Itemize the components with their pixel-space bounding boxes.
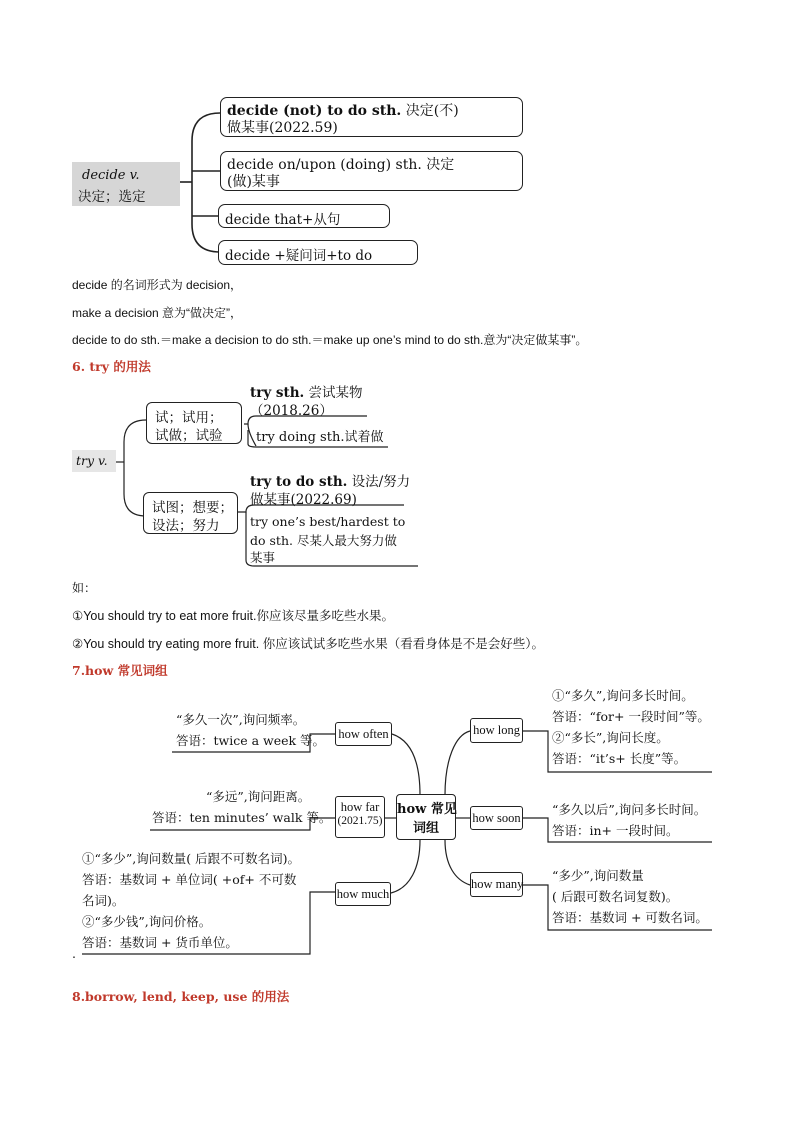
try-branch-2-top-bold: try to do sth. bbox=[250, 474, 348, 490]
how-far-node bbox=[335, 796, 385, 838]
how-far-note-1: “多远”,询问距离。 bbox=[206, 789, 311, 804]
how-long-node: how long bbox=[470, 718, 523, 743]
decide-root-line2: 决定；选定 bbox=[78, 189, 146, 205]
how-long-note-2: 答语：“for+ 一段时间”等。 bbox=[552, 709, 710, 724]
try-branch-1-label bbox=[146, 402, 242, 444]
how-much-note-4: ②“多少钱”,询问价格。 bbox=[82, 914, 212, 929]
how-heading: 7.how 常见词组 bbox=[72, 663, 168, 678]
try-branch-2-bottom1: try one’s best/hardest to bbox=[250, 514, 406, 529]
how-long-note-3: ②“多长”,询问长度。 bbox=[552, 730, 669, 745]
how-many-node: how many bbox=[470, 872, 523, 897]
decide-item-1-line2: 做某事(2022.59) bbox=[227, 120, 338, 136]
decide-item-3 bbox=[218, 204, 390, 228]
how-center-node bbox=[396, 794, 456, 840]
decide-item-1-rest: 决定(不) bbox=[401, 103, 459, 119]
decide-item-2-line2: (做)某事 bbox=[227, 174, 280, 190]
how-center-line1: how 常见 bbox=[397, 802, 457, 817]
decide-item-1-bold: decide (not) to do sth. bbox=[227, 103, 402, 119]
how-often-note-1: “多久一次”,询问频率。 bbox=[176, 712, 306, 727]
try-branch-2-label bbox=[143, 492, 238, 534]
try-heading: 6. try 的用法 bbox=[72, 359, 151, 374]
try-branch-1-label2: 试做；试验 bbox=[155, 428, 223, 444]
try-branch-2-label1: 试图；想要； bbox=[152, 500, 233, 516]
try-example-1: ①You should try to eat more fruit.你应该尽量多吃些水果。 bbox=[72, 609, 394, 623]
try-branch-1-bottom: try doing sth.试着做 bbox=[256, 430, 384, 445]
decide-item-2 bbox=[220, 151, 523, 191]
how-often-note-2: 答语：twice a week 等。 bbox=[176, 733, 326, 748]
how-soon-note-2: 答语：in+ 一段时间。 bbox=[552, 823, 679, 838]
decide-root-line1: decide v. bbox=[82, 168, 140, 183]
try-branch-2-top-rest: 设法/努力 bbox=[347, 474, 411, 490]
how-far-note-2: 答语：ten minutes’ walk 等。 bbox=[152, 810, 332, 825]
borrow-lend-heading: 8.borrow, lend, keep, use 的用法 bbox=[72, 989, 290, 1004]
try-example-label: 如： bbox=[72, 581, 97, 595]
how-often-node: how often bbox=[335, 722, 392, 746]
how-soon-note-1: “多久以后”,询问多长时间。 bbox=[552, 802, 707, 817]
how-long-note-4: 答语：“it’s+ 长度”等。 bbox=[552, 751, 687, 766]
decide-note-3: decide to do sth.＝make a decision to do sth.＝make up one’s mind to do sth.意为“决定做某事”。 bbox=[72, 333, 588, 347]
try-branch-2-label2: 设法；努力 bbox=[152, 518, 220, 534]
how-many-note-2: ( 后跟可数名词复数)。 bbox=[552, 889, 679, 904]
decide-item-1 bbox=[220, 97, 523, 137]
decide-note-2: make a decision 意为“做决定”， bbox=[72, 306, 243, 320]
try-example-2: ②You should try eating more fruit. 你应该试试多吃些水果（看看身体是不是会好些）。 bbox=[72, 637, 544, 651]
how-much-note-5: 答语：基数词 + 货币单位。 bbox=[82, 935, 238, 950]
decide-item-3-line1: decide that+从句 bbox=[225, 212, 341, 228]
how-soon-node: how soon bbox=[470, 806, 523, 830]
try-branch-1-top-line2: （2018.26） bbox=[250, 403, 333, 419]
how-much-note-1: ①“多少”,询问数量( 后跟不可数名词)。 bbox=[82, 851, 300, 866]
how-far-line1: how far bbox=[340, 800, 380, 814]
decide-item-2-line1: decide on/upon (doing) sth. 决定 bbox=[227, 157, 455, 173]
decide-note-1: decide 的名词形式为 decision， bbox=[72, 278, 243, 292]
how-center-line2: 词组 bbox=[412, 821, 439, 836]
try-branch-1-top-bold: try sth. bbox=[250, 385, 305, 401]
decide-item-4-line1: decide +疑问词+to do bbox=[225, 248, 373, 264]
how-much-note-2: 答语：基数词 + 单位词( +of+ 不可数 bbox=[82, 872, 297, 887]
try-branch-1-top-rest: 尝试某物 bbox=[304, 385, 363, 401]
how-many-note-1: “多少”,询问数量 bbox=[552, 868, 644, 883]
how-many-note-3: 答语：基数词 + 可数名词。 bbox=[552, 910, 708, 925]
how-far-line2: (2021.75) bbox=[337, 815, 383, 827]
try-branch-1-label1: 试；试用； bbox=[155, 410, 223, 426]
how-dot: . bbox=[72, 946, 76, 961]
try-branch-2-top-line2: 做某事(2022.69) bbox=[250, 492, 357, 508]
decide-item-4 bbox=[218, 240, 418, 265]
how-long-note-1: ①“多久”,询问多长时间。 bbox=[552, 688, 694, 703]
try-branch-2-bottom3: 某事 bbox=[250, 550, 276, 565]
try-branch-2-bottom2: do sth. 尽某人最大努力做 bbox=[250, 533, 397, 548]
try-root: try v. bbox=[76, 453, 108, 468]
try-branch-2-top bbox=[250, 470, 410, 490]
try-branch-1-top bbox=[250, 381, 363, 401]
how-much-note-3: 名词)。 bbox=[82, 893, 125, 908]
how-much-node: how much bbox=[335, 882, 391, 906]
